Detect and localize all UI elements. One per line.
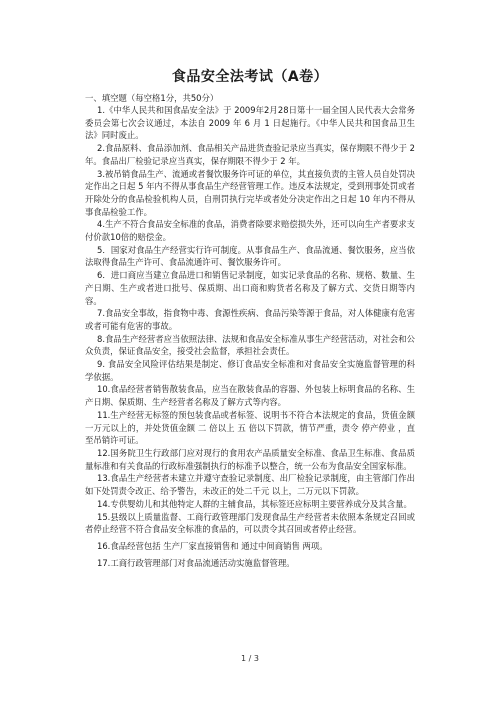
section-heading: 一、填空题（每空格1分，共50分） [85, 93, 219, 103]
document-title: 食品安全法考试（A卷） [171, 69, 329, 85]
page-number: 1 / 3 [241, 654, 259, 663]
question-9: 9. 食品安全风险评估结果是制定、修订食品安全标准和对食品安全实施监督管理的科学依据。 [85, 359, 415, 382]
question-16: 16.食品经营包括 生产厂家直接销售和 通过中间商销售 两项。 [97, 540, 328, 551]
question-12: 12.国务院卫生行政部门应对现行的食用农产品质量安全标准、食品卫生标准、食品质量标准和有关食品的行政标准强制执行的标准予以整合，统一公布为食品安全国家标准。 [85, 447, 415, 471]
question-3: 3.被吊销食品生产、流通或者餐饮服务许可证的单位，其直接负责的主管人员自处罚决定作出之日起 5 年内不得从事食品生产经营管理工作。违反本法规定，受到刑事处罚或者开除处分的食品检验机构人员，自刑罚执行完毕或者处分决定作出之日起 10 年内不得从事食品检验工作。 [85, 168, 415, 217]
question-5: 5．国家对食品生产经营实行许可制度。从事食品生产、食品流通、餐饮服务，应当依法取得食品生产许可、食品流通许可、餐饮服务许可。 [85, 244, 415, 268]
question-15: 15.县级以上质量监督、工商行政管理部门发现食品生产经营者未依照本条规定召回或者停止经营不符合食品安全标准的食品的，可以责令其召回或者停止经营。 [85, 511, 415, 535]
question-1: 1.《中华人民共和国食品安全法》于 2009年2月28日第十一届全国人民代表大会常务委员会第七次会议通过，本法自 2009 年 6 月 1 日起施行。《中华人民共和国食品卫生法》同时废止。 [85, 105, 415, 141]
question-13: 13.食品生产经营者未建立并遵守查验记录制度、出厂检验记录制度，由主管部门作出如下处罚责令改正、给予警告，未改正的处二千元 以上，二万元以下罚款。 [85, 473, 415, 497]
question-14: 14.专供婴幼儿和其他特定人群的主辅食品，其标签还应标明主要营养成分及其含量。 [97, 498, 412, 509]
question-6: 6．进口商应当建立食品进口和销售记录制度，如实记录食品的名称、规格、数量、生产日期、生产或者进口批号、保质期、出口商和购货者名称及了解方式、交货日期等内容。 [85, 270, 415, 306]
question-8: 8.食品生产经营者应当依照法律、法规和食品安全标准从事生产经营活动，对社会和公众负责，保证食品安全，接受社会监督，承担社会责任。 [85, 333, 415, 357]
question-2: 2.食品原料、食品添加剂、食品相关产品进货查验记录应当真实，保存期限不得少于 2 年。食品出厂检验记录应当真实，保存期限不得少于 2 年。 [85, 143, 415, 166]
question-7: 7.食品安全事故，指食物中毒、食源性疾病、食品污染等源于食品，对人体健康有危害或者可能有危害的事故。 [85, 308, 415, 331]
question-11: 11.生产经营无标签的预包装食品或者标签、说明书不符合本法规定的食品，货值金额一万元以上的，并处货值金额 二 倍以上 五 倍以下罚款，情节严重，责令 停产停业 ，直至吊销许可证。 [85, 409, 415, 446]
question-17: 17.工商行政管理部门对食品流通活动实施监督管理。 [97, 557, 295, 568]
question-list [85, 104, 415, 569]
question-10: 10.食品经营者销售散装食品，应当在散装食品的容器、外包装上标明食品的名称、生产日期、保质期、生产经营者名称及了解方式等内容。 [85, 384, 415, 408]
question-4: 4.生产不符合食品安全标准的食品，消费者除要求赔偿损失外，还可以向生产者要求支付价款10倍的赔偿金。 [85, 219, 415, 243]
